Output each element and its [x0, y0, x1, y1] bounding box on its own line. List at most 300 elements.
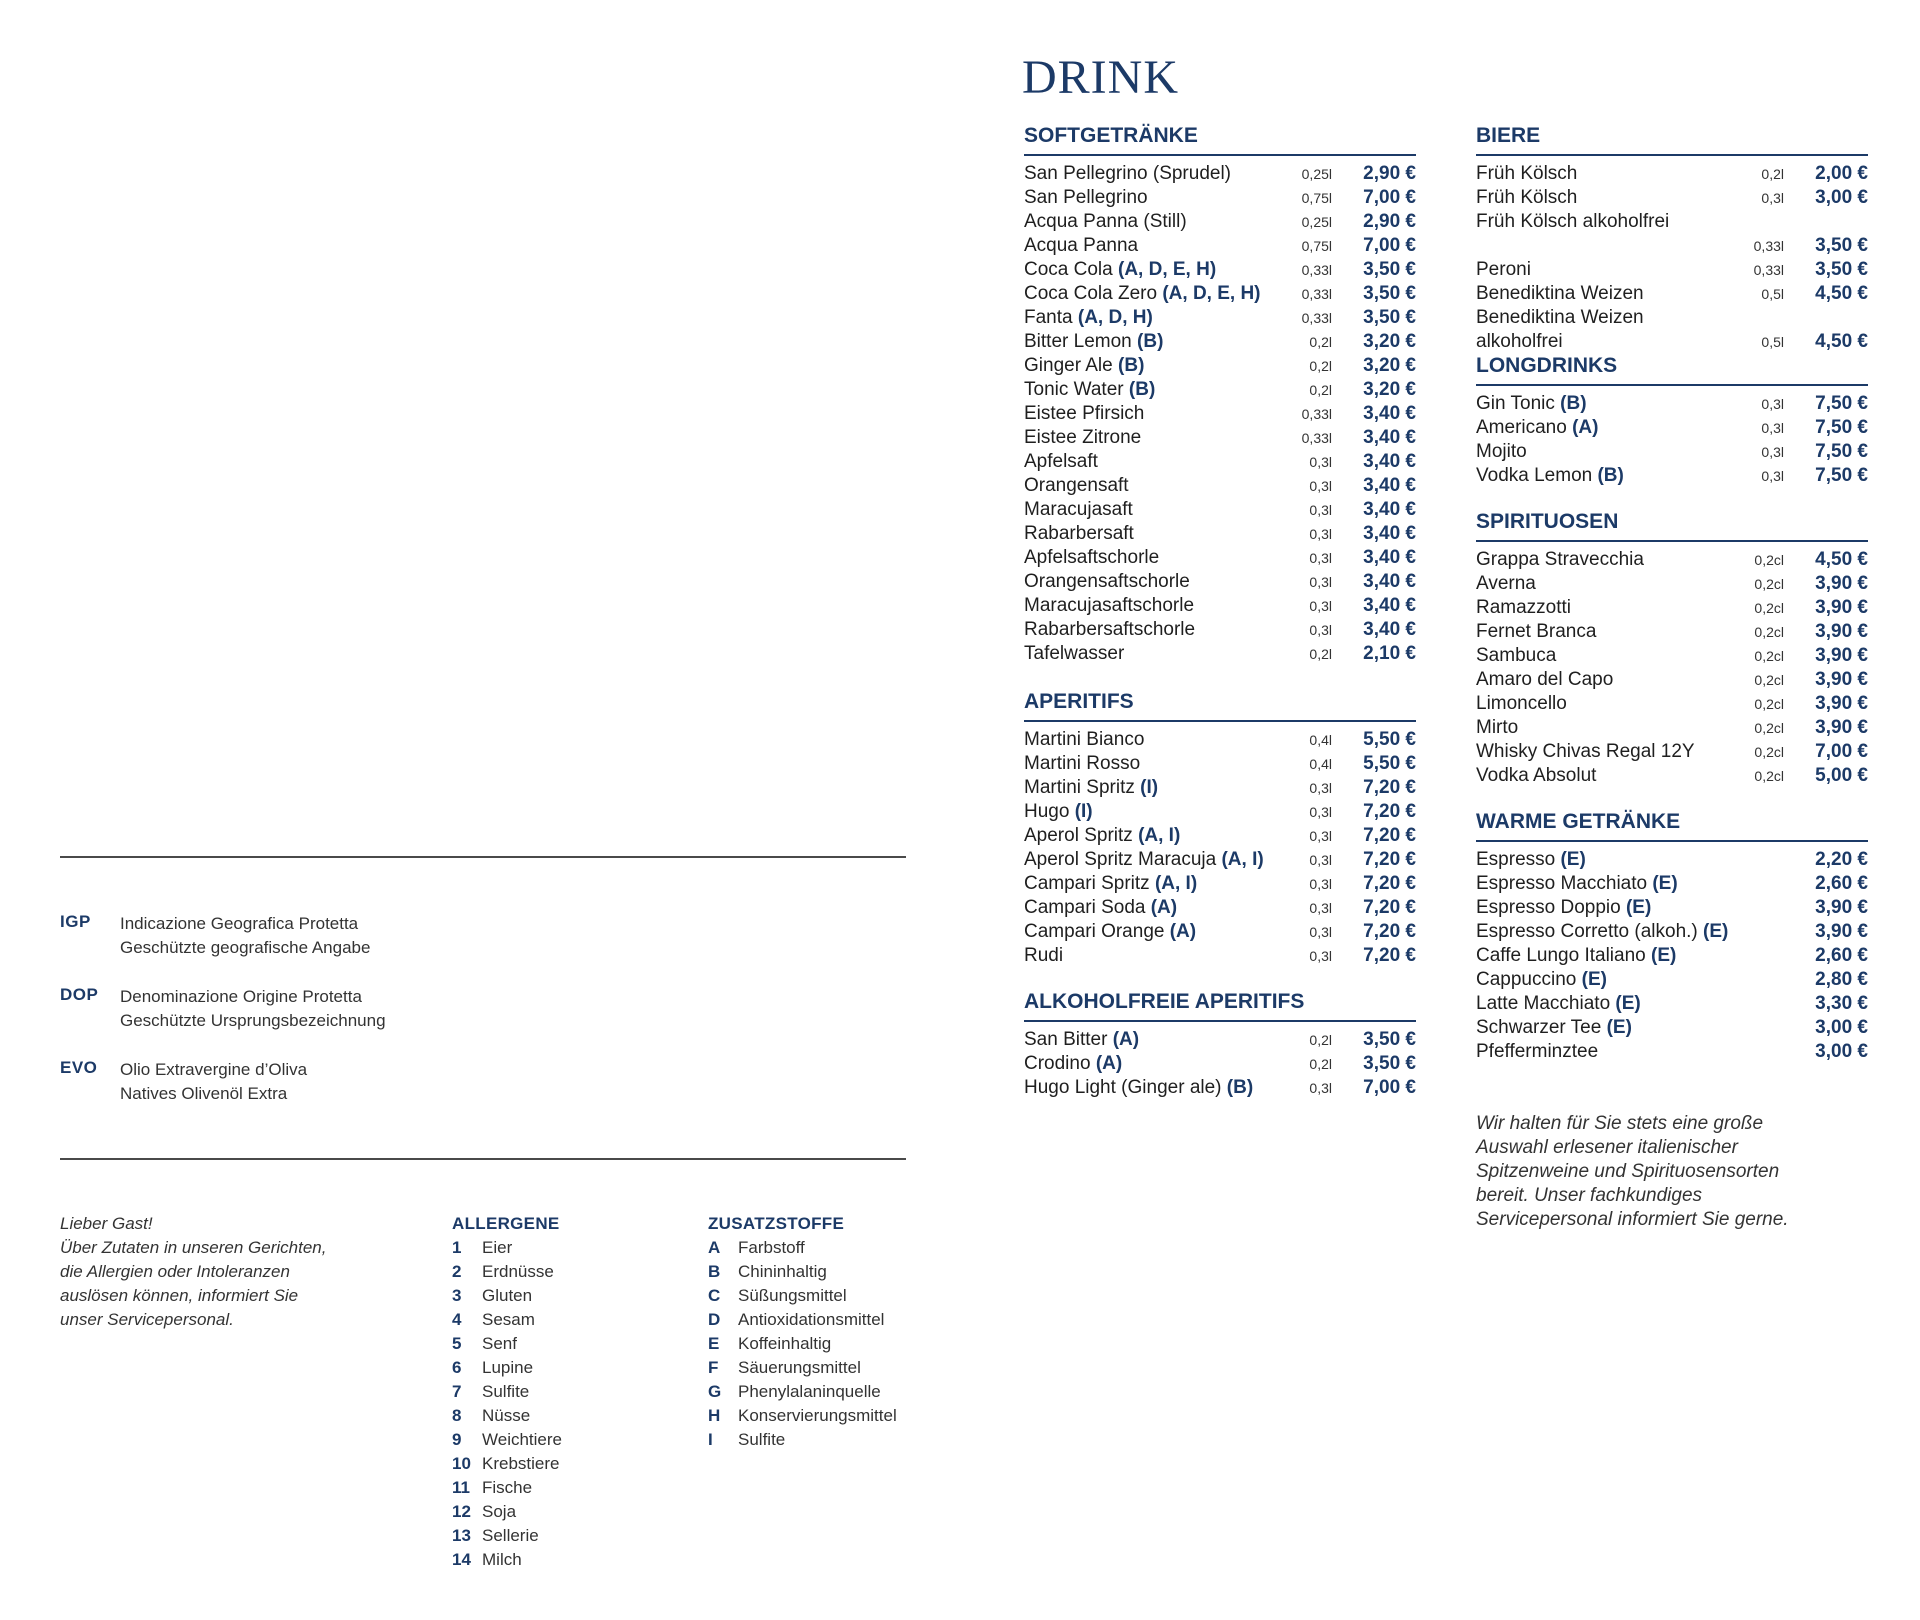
- menu-item-codes: (E): [1703, 921, 1729, 942]
- menu-item-label: Sambuca: [1476, 645, 1557, 666]
- menu-item-name: [1476, 572, 1536, 596]
- menu-item-label: Espresso Doppio: [1476, 897, 1621, 918]
- menu-item-codes: (B): [1118, 355, 1145, 376]
- menu-item: [1024, 1028, 1416, 1052]
- menu-item-price: 3,30 €: [1815, 993, 1868, 1014]
- menu-item-codes: (I): [1074, 801, 1093, 822]
- menu-item-name: [1024, 848, 1264, 872]
- menu-item-name: [1024, 450, 1098, 474]
- abbreviation-italian: Denominazione Origine Protetta: [120, 987, 362, 1006]
- closing-note-line: Wir halten für Sie stets eine große: [1476, 1113, 1764, 1134]
- menu-item-size: 0,2cl: [1754, 648, 1784, 664]
- menu-item-size: 0,33l: [1301, 262, 1332, 278]
- menu-item: [1024, 1052, 1416, 1076]
- menu-item-name: [1024, 728, 1144, 752]
- additive-heading: ZUSATZSTOFFE: [708, 1214, 845, 1233]
- menu-item-price: 7,00 €: [1363, 187, 1416, 208]
- menu-item-size: 0,3l: [1309, 876, 1332, 892]
- menu-item-name: [1476, 896, 1651, 920]
- allergen-code: 4: [452, 1310, 462, 1329]
- menu-item-size: 0,2l: [1761, 166, 1784, 182]
- menu-item-label: Eistee Pfirsich: [1024, 403, 1145, 424]
- menu-item-price: 2,90 €: [1363, 211, 1416, 232]
- section-biere: [1476, 122, 1868, 354]
- allergen-item: [452, 1476, 682, 1500]
- menu-item: [1476, 668, 1868, 692]
- menu-item: [1476, 282, 1868, 306]
- menu-item-name: [1024, 1076, 1253, 1100]
- abbreviation-italian: Indicazione Geografica Protetta: [120, 914, 359, 933]
- menu-item-label: Espresso: [1476, 849, 1556, 870]
- menu-item-price: 5,50 €: [1363, 753, 1416, 774]
- menu-item-name: [1476, 306, 1726, 354]
- menu-item-size: 0,2l: [1309, 382, 1332, 398]
- menu-item: [1024, 426, 1416, 450]
- menu-item-price: 7,20 €: [1363, 921, 1416, 942]
- menu-item-name: [1024, 378, 1155, 402]
- menu-item: [1476, 644, 1868, 668]
- additive-label: Konservierungsmittel: [738, 1406, 897, 1425]
- menu-item-size: 0,3l: [1309, 526, 1332, 542]
- menu-item-name: [1024, 546, 1159, 570]
- menu-item-codes: (E): [1606, 1017, 1632, 1038]
- menu-item-size: 0,33l: [1301, 310, 1332, 326]
- menu-item: [1476, 1016, 1868, 1040]
- allergen-item: [452, 1284, 682, 1308]
- allergen-label: Soja: [482, 1502, 517, 1521]
- allergen-item: [452, 1356, 682, 1380]
- allergen-item: [452, 1500, 682, 1524]
- menu-item-size: 0,2l: [1309, 1032, 1332, 1048]
- section-softgetraenke: [1024, 122, 1416, 666]
- menu-item-price: 7,20 €: [1363, 873, 1416, 894]
- guest-note-line: Lieber Gast!: [60, 1214, 153, 1233]
- menu-item-name: [1024, 210, 1187, 234]
- menu-item-price: 3,50 €: [1363, 283, 1416, 304]
- closing-note-line: Auswahl erlesener italienischer: [1476, 1137, 1738, 1158]
- menu-item: [1476, 162, 1868, 186]
- additive-label: Koffeinhaltig: [738, 1334, 832, 1353]
- menu-item-size: 0,3l: [1309, 454, 1332, 470]
- menu-item-label: Früh Kölsch: [1476, 163, 1578, 184]
- allergen-label: Gluten: [482, 1286, 533, 1305]
- menu-item-codes: (E): [1560, 849, 1586, 870]
- menu-item-size: 0,3l: [1309, 900, 1332, 916]
- menu-item: [1024, 896, 1416, 920]
- menu-item-price: 3,40 €: [1363, 403, 1416, 424]
- menu-item-name: [1476, 392, 1587, 416]
- menu-item-codes: (E): [1652, 873, 1678, 894]
- menu-item-label: Apfelsaft: [1024, 451, 1098, 472]
- menu-item-size: 0,3l: [1309, 622, 1332, 638]
- menu-item-name: [1024, 1052, 1122, 1076]
- menu-item-price: 3,40 €: [1363, 475, 1416, 496]
- menu-item: [1476, 572, 1868, 596]
- allergen-label: Krebstiere: [482, 1454, 560, 1473]
- menu-item-name: [1024, 824, 1180, 848]
- menu-item: [1024, 258, 1416, 282]
- menu-item-name: [1476, 668, 1613, 692]
- menu-item-price: 3,50 €: [1363, 307, 1416, 328]
- menu-item: [1024, 450, 1416, 474]
- menu-item-codes: (A, D, E, H): [1162, 283, 1261, 304]
- menu-item: [1476, 210, 1868, 258]
- menu-item-label: Acqua Panna: [1024, 235, 1139, 256]
- menu-item-name: [1024, 522, 1134, 546]
- menu-item-label: Pfefferminztee: [1476, 1041, 1599, 1062]
- section-warme-getraenke: [1476, 808, 1868, 1064]
- menu-item: [1476, 620, 1868, 644]
- additive-code: B: [708, 1262, 721, 1281]
- menu-item-size: 0,2l: [1309, 358, 1332, 374]
- menu-item: [1024, 752, 1416, 776]
- menu-item-label: Campari Soda: [1024, 897, 1146, 918]
- menu-item-price: 7,00 €: [1815, 741, 1868, 762]
- menu-item-name: [1024, 776, 1158, 800]
- menu-item-name: [1024, 426, 1141, 450]
- menu-item-size: 0,4l: [1309, 756, 1332, 772]
- menu-item-label: Fanta: [1024, 307, 1073, 328]
- menu-item-size: 0,33l: [1753, 262, 1784, 278]
- menu-item-name: [1476, 848, 1586, 872]
- allergen-item: [452, 1404, 682, 1428]
- menu-item: [1476, 392, 1868, 416]
- menu-item: [1024, 872, 1416, 896]
- menu-item-label: San Pellegrino (Sprudel): [1024, 163, 1232, 184]
- menu-item-codes: (E): [1615, 993, 1641, 1014]
- menu-item-name: [1476, 968, 1607, 992]
- menu-item-label: Averna: [1476, 573, 1536, 594]
- menu-item-name: [1024, 570, 1190, 594]
- menu-item-name: [1024, 642, 1124, 666]
- menu-item-price: 3,20 €: [1363, 379, 1416, 400]
- menu-item-size: 0,33l: [1301, 430, 1332, 446]
- additive-code: D: [708, 1310, 721, 1329]
- menu-item-label: Früh Kölsch: [1476, 187, 1578, 208]
- menu-item-size: 0,3l: [1309, 550, 1332, 566]
- menu-item: [1024, 570, 1416, 594]
- section-title: LONGDRINKS: [1476, 352, 1868, 386]
- allergen-label: Weichtiere: [482, 1430, 562, 1449]
- menu-item-size: 0,3l: [1761, 396, 1784, 412]
- menu-item-label: Schwarzer Tee: [1476, 1017, 1602, 1038]
- allergen-item: [452, 1452, 682, 1476]
- menu-item-price: 5,00 €: [1815, 765, 1868, 786]
- menu-item-codes: (B): [1226, 1077, 1254, 1098]
- allergen-item: [452, 1236, 682, 1260]
- menu-item-price: 3,20 €: [1363, 331, 1416, 352]
- menu-item-label: Fernet Branca: [1476, 621, 1597, 642]
- menu-item: [1024, 642, 1416, 666]
- menu-item-name: [1476, 1040, 1598, 1064]
- menu-item-size: 0,3l: [1309, 804, 1332, 820]
- allergen-label: Nüsse: [482, 1406, 531, 1425]
- menu-item-label: Tonic Water: [1024, 379, 1124, 400]
- menu-item-size: 0,75l: [1301, 190, 1332, 206]
- section-title: WARME GETRÄNKE: [1476, 808, 1868, 842]
- menu-item-size: 0,2cl: [1754, 720, 1784, 736]
- menu-item-name: [1024, 944, 1063, 968]
- menu-item-price: 3,50 €: [1363, 259, 1416, 280]
- allergen-code: 2: [452, 1262, 462, 1281]
- menu-item-codes: (A): [1150, 897, 1178, 918]
- menu-item: [1476, 258, 1868, 282]
- menu-item-price: 3,20 €: [1363, 355, 1416, 376]
- guest-note-line: die Allergien oder Intoleranzen: [60, 1262, 290, 1281]
- menu-item-size: 0,2cl: [1754, 744, 1784, 760]
- menu-item-name: [1024, 330, 1163, 354]
- menu-item-codes: (E): [1581, 969, 1607, 990]
- closing-note: [1476, 1112, 1876, 1232]
- menu-item-label: Limoncello: [1476, 693, 1567, 714]
- menu-item-size: 0,2l: [1309, 1056, 1332, 1072]
- menu-item-name: [1476, 692, 1567, 716]
- menu-item-label: Bitter Lemon: [1024, 331, 1132, 352]
- allergen-list: [452, 1212, 682, 1572]
- menu-item-name: [1476, 596, 1571, 620]
- menu-item: [1024, 800, 1416, 824]
- menu-item: [1476, 968, 1868, 992]
- allergen-item: [452, 1332, 682, 1356]
- allergen-heading: ALLERGENE: [452, 1214, 560, 1233]
- menu-item-codes: (E): [1625, 897, 1652, 918]
- menu-item-name: [1476, 162, 1577, 186]
- menu-item-label: Benediktina Weizen alkoholfrei: [1476, 307, 1644, 352]
- allergen-code: 14: [452, 1550, 471, 1569]
- menu-item-price: 3,00 €: [1815, 1041, 1868, 1062]
- menu-item-name: [1476, 186, 1577, 210]
- menu-item-name: [1024, 354, 1144, 378]
- menu-item-size: 0,2l: [1309, 334, 1332, 350]
- allergen-code: 13: [452, 1526, 471, 1545]
- menu-item: [1024, 920, 1416, 944]
- menu-item-label: San Pellegrino: [1024, 187, 1148, 208]
- additive-code: I: [708, 1430, 713, 1449]
- menu-item-price: 3,40 €: [1363, 595, 1416, 616]
- menu-item-price: 3,40 €: [1363, 619, 1416, 640]
- menu-item-codes: (B): [1560, 393, 1587, 414]
- menu-item-name: [1024, 186, 1148, 210]
- menu-item: [1476, 764, 1868, 788]
- menu-item-price: 3,00 €: [1815, 1017, 1868, 1038]
- menu-item-name: [1024, 258, 1216, 282]
- menu-item-name: [1476, 210, 1726, 234]
- menu-item-price: 2,80 €: [1815, 969, 1868, 990]
- menu-item: [1024, 330, 1416, 354]
- allergen-label: Milch: [482, 1550, 522, 1569]
- section-title: ALKOHOLFREIE APERITIFS: [1024, 988, 1416, 1022]
- menu-item-size: 0,3l: [1309, 852, 1332, 868]
- menu-item: [1024, 546, 1416, 570]
- additive-item: [708, 1356, 928, 1380]
- menu-item-label: Maracujasaftschorle: [1024, 595, 1195, 616]
- abbreviation-code: DOP: [60, 985, 99, 1004]
- menu-item-label: Tafelwasser: [1024, 643, 1125, 664]
- additive-label: Chininhaltig: [738, 1262, 827, 1281]
- menu-item: [1476, 416, 1868, 440]
- menu-item-price: 3,40 €: [1363, 427, 1416, 448]
- menu-item-price: 2,90 €: [1363, 163, 1416, 184]
- guest-note-line: auslösen können, informiert Sie: [60, 1286, 299, 1305]
- menu-item-price: 5,50 €: [1363, 729, 1416, 750]
- menu-item-price: 4,50 €: [1815, 283, 1868, 304]
- menu-item-price: 3,40 €: [1363, 571, 1416, 592]
- menu-item: [1024, 354, 1416, 378]
- menu-item: [1476, 1040, 1868, 1064]
- abbreviation-german: Geschützte geografische Angabe: [120, 938, 371, 957]
- menu-item-label: Whisky Chivas Regal 12Y: [1476, 741, 1695, 762]
- menu-item-price: 7,20 €: [1363, 801, 1416, 822]
- menu-item-label: Espresso Macchiato: [1476, 873, 1648, 894]
- menu-item-size: 0,2cl: [1754, 768, 1784, 784]
- menu-item-name: [1024, 282, 1261, 306]
- menu-item-price: 3,40 €: [1363, 523, 1416, 544]
- menu-item-price: 7,00 €: [1363, 235, 1416, 256]
- menu-item: [1024, 848, 1416, 872]
- additive-list: [708, 1212, 928, 1452]
- menu-item: [1024, 944, 1416, 968]
- abbreviation-code: IGP: [60, 912, 91, 931]
- menu-item: [1476, 306, 1868, 354]
- menu-item-label: Crodino: [1024, 1053, 1091, 1074]
- additive-item: [708, 1284, 928, 1308]
- menu-item-codes: (A, I): [1138, 825, 1181, 846]
- menu-item-price: 2,00 €: [1815, 163, 1868, 184]
- menu-item-price: 3,90 €: [1815, 669, 1868, 690]
- menu-item-label: Cappuccino: [1476, 969, 1577, 990]
- menu-item-label: Martini Rosso: [1024, 753, 1141, 774]
- menu-item-name: [1024, 162, 1231, 186]
- menu-item: [1024, 474, 1416, 498]
- additive-item: [708, 1236, 928, 1260]
- menu-item: [1024, 1076, 1416, 1100]
- menu-item-price: 3,50 €: [1363, 1029, 1416, 1050]
- menu-item: [1024, 776, 1416, 800]
- menu-item-price: 2,20 €: [1815, 849, 1868, 870]
- allergen-code: 11: [452, 1478, 470, 1497]
- menu-item-size: 0,25l: [1301, 166, 1332, 182]
- menu-item-label: Orangensaft: [1024, 475, 1129, 496]
- menu-item-name: [1476, 740, 1695, 764]
- guest-note-line: Über Zutaten in unseren Gerichten,: [60, 1238, 327, 1257]
- menu-item-name: [1476, 258, 1531, 282]
- section-title: APERITIFS: [1024, 688, 1416, 722]
- menu-item-size: 0,3l: [1309, 478, 1332, 494]
- menu-item: [1024, 234, 1416, 258]
- menu-item-price: 3,90 €: [1815, 693, 1868, 714]
- menu-item-label: Campari Spritz: [1024, 873, 1150, 894]
- menu-item: [1476, 716, 1868, 740]
- menu-item: [1024, 162, 1416, 186]
- menu-item-label: Rabarbersaftschorle: [1024, 619, 1196, 640]
- allergen-code: 7: [452, 1382, 462, 1401]
- menu-item-label: Martini Spritz: [1024, 777, 1135, 798]
- menu-item-price: 3,50 €: [1363, 1053, 1416, 1074]
- menu-item: [1476, 920, 1868, 944]
- menu-title: DRINK: [1022, 51, 1179, 104]
- additive-code: H: [708, 1406, 721, 1425]
- menu-item-price: 3,00 €: [1815, 187, 1868, 208]
- menu-item-label: Rabarbersaft: [1024, 523, 1134, 544]
- menu-item-label: Apfelsaftschorle: [1024, 547, 1160, 568]
- menu-item-size: 0,2cl: [1754, 696, 1784, 712]
- section-alkoholfreie-aperitifs: [1024, 988, 1416, 1100]
- menu-item-name: [1024, 800, 1093, 824]
- menu-item-price: 7,50 €: [1815, 465, 1868, 486]
- menu-item-price: 7,00 €: [1363, 1077, 1416, 1098]
- menu-item-name: [1476, 282, 1644, 306]
- guest-note-line: unser Servicepersonal.: [60, 1310, 234, 1329]
- menu-item-size: 0,3l: [1309, 924, 1332, 940]
- allergen-label: Sellerie: [482, 1526, 539, 1545]
- menu-item: [1024, 522, 1416, 546]
- menu-item-name: [1476, 416, 1599, 440]
- section-aperitifs: [1024, 688, 1416, 968]
- menu-item: [1024, 186, 1416, 210]
- menu-item-codes: (A): [1169, 921, 1197, 942]
- menu-item-codes: (A): [1572, 417, 1599, 438]
- menu-item-name: [1024, 1028, 1139, 1052]
- additive-label: Farbstoff: [738, 1238, 805, 1257]
- menu-item-price: 3,90 €: [1815, 897, 1868, 918]
- allergen-code: 1: [452, 1238, 462, 1257]
- allergen-code: 5: [452, 1334, 462, 1353]
- menu-item-size: 0,33l: [1753, 238, 1784, 254]
- menu-item-label: Grappa Stravecchia: [1476, 549, 1644, 570]
- menu-item-name: [1476, 1016, 1632, 1040]
- allergen-item: [452, 1308, 682, 1332]
- menu-item-label: Espresso Corretto (alkoh.): [1476, 921, 1698, 942]
- allergen-label: Lupine: [482, 1358, 534, 1377]
- menu-item-codes: (I): [1140, 777, 1159, 798]
- menu-item-name: [1024, 752, 1140, 776]
- menu-item-label: Martini Bianco: [1024, 729, 1145, 750]
- menu-item: [1476, 872, 1868, 896]
- menu-item-size: 0,3l: [1309, 828, 1332, 844]
- menu-item-label: Orangensaftschorle: [1024, 571, 1190, 592]
- menu-item-size: 0,3l: [1309, 502, 1332, 518]
- menu-item-size: 0,25l: [1301, 214, 1332, 230]
- menu-item-price: 4,50 €: [1815, 331, 1868, 352]
- abbreviation-code: EVO: [60, 1058, 98, 1077]
- additive-code: F: [708, 1358, 719, 1377]
- menu-item-label: Rudi: [1024, 945, 1064, 966]
- menu-item-codes: (B): [1597, 465, 1624, 486]
- menu-item-name: [1024, 920, 1196, 944]
- menu-item: [1024, 618, 1416, 642]
- menu-item: [1476, 548, 1868, 572]
- menu-item-price: 7,20 €: [1363, 897, 1416, 918]
- allergen-item: [452, 1548, 682, 1572]
- allergen-code: 12: [452, 1502, 471, 1521]
- menu-item-size: 0,3l: [1309, 1080, 1332, 1096]
- menu-item-price: 3,40 €: [1363, 499, 1416, 520]
- menu-item-name: [1024, 402, 1144, 426]
- menu-item-price: 3,40 €: [1363, 547, 1416, 568]
- menu-item-label: Amaro del Capo: [1476, 669, 1614, 690]
- menu-item-size: 0,5l: [1761, 286, 1784, 302]
- menu-item-price: 7,50 €: [1815, 417, 1868, 438]
- menu-item: [1476, 896, 1868, 920]
- menu-item: [1024, 378, 1416, 402]
- menu-item-size: 0,33l: [1301, 286, 1332, 302]
- menu-item-name: [1024, 498, 1133, 522]
- allergen-code: 6: [452, 1358, 462, 1377]
- closing-note-line: Servicepersonal informiert Sie gerne.: [1476, 1209, 1789, 1230]
- menu-item-name: [1476, 716, 1518, 740]
- menu-item-label: Mirto: [1476, 717, 1519, 738]
- additive-label: Säuerungsmittel: [738, 1358, 861, 1377]
